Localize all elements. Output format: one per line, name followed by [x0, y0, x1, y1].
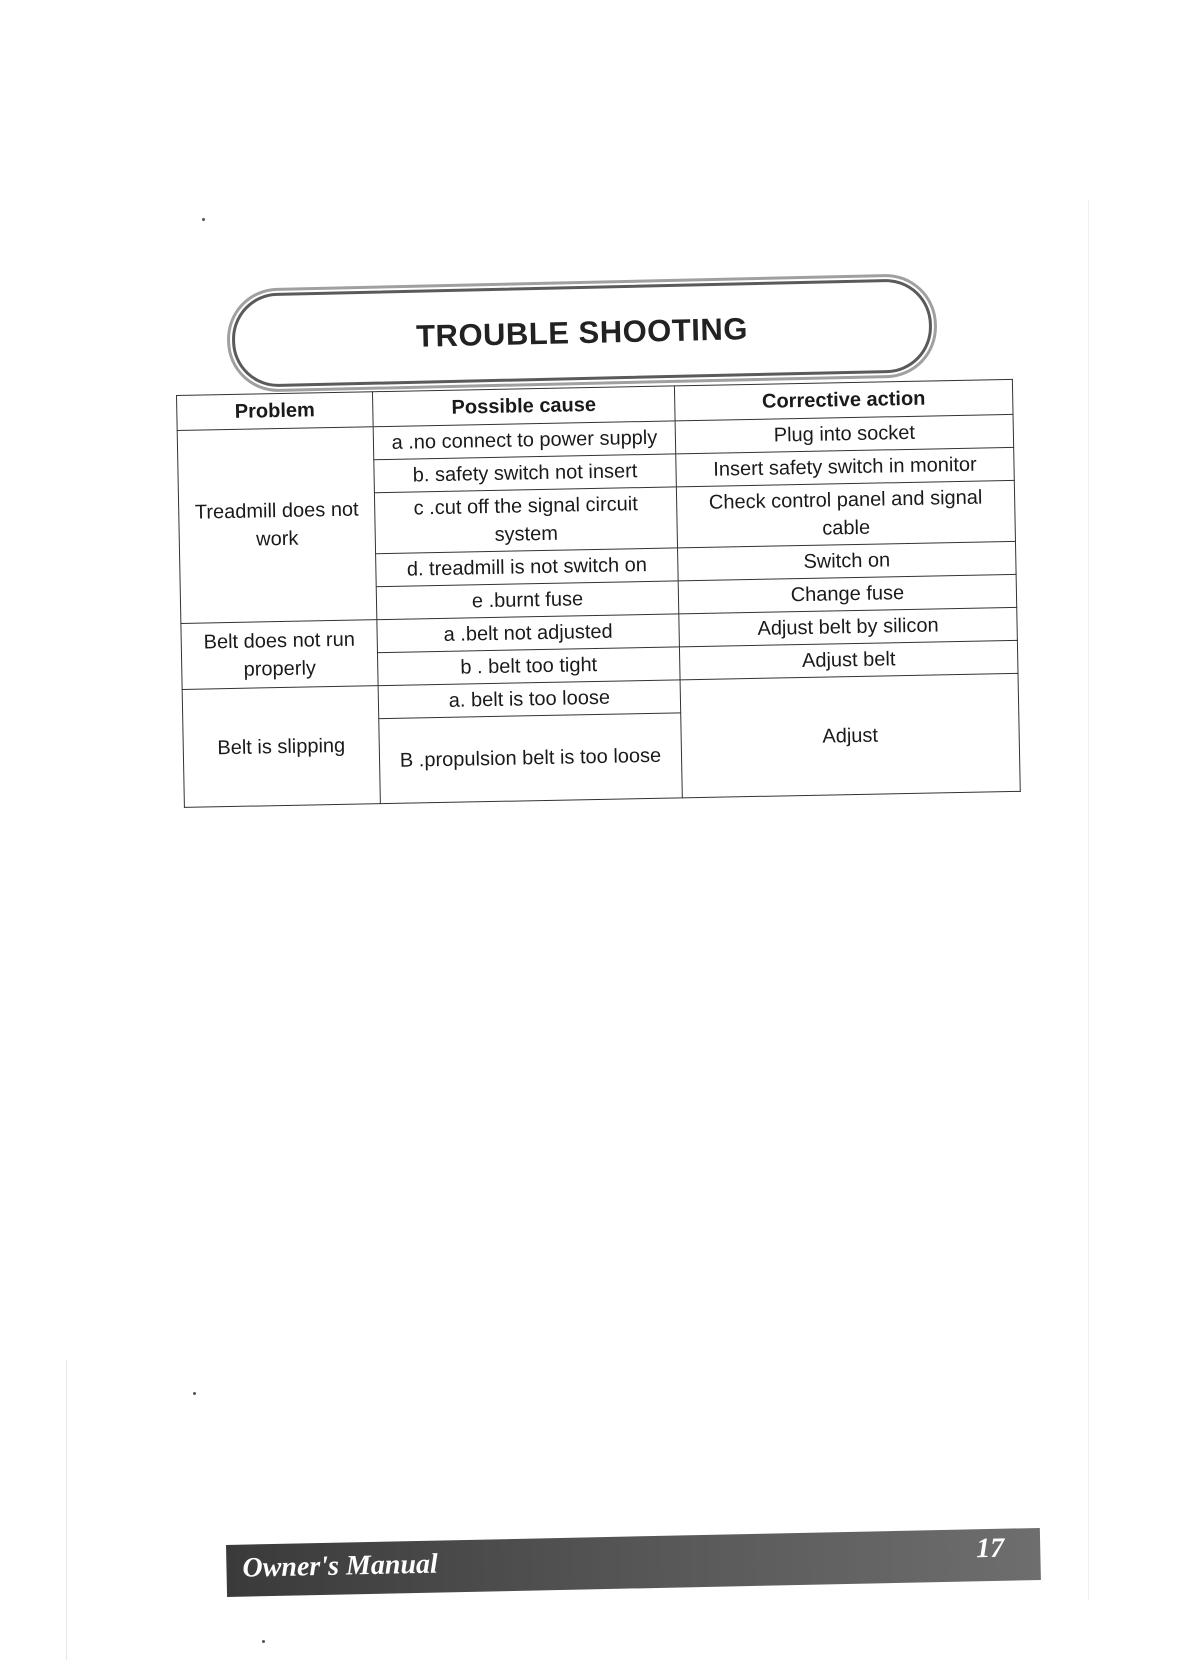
cause-cell: a .no connect to power supply [373, 421, 676, 460]
problem-cell: Belt does not run properly [181, 620, 378, 690]
scan-speck [193, 1392, 196, 1395]
page-title: TROUBLE SHOOTING [415, 311, 749, 354]
cause-cell: b . belt too tight [377, 647, 680, 686]
header-possible-cause: Possible cause [372, 386, 675, 427]
action-cell: Change fuse [678, 574, 1017, 613]
footer-bar [226, 1528, 1041, 1597]
cause-cell: a. belt is too loose [378, 680, 681, 719]
scan-edge-right [1088, 200, 1089, 1600]
action-cell: Check control panel and signal cable [676, 480, 1015, 547]
action-cell: Adjust [680, 673, 1020, 797]
header-problem: Problem [177, 392, 374, 431]
scan-speck [262, 1640, 265, 1643]
cause-cell: a .belt not adjusted [377, 614, 680, 653]
page-number: 17 [975, 1532, 1005, 1565]
action-cell: Adjust belt by silicon [679, 607, 1018, 646]
action-cell: Plug into socket [675, 414, 1014, 453]
scan-edge-left [66, 1360, 67, 1660]
troubleshooting-table [176, 379, 1021, 808]
footer-manual-title: Owner's Manual [242, 1548, 439, 1584]
cause-cell: d. treadmill is not switch on [376, 548, 679, 587]
problem-cell: Treadmill does not work [177, 427, 377, 624]
title-banner [231, 278, 933, 388]
action-cell: Insert safety switch in monitor [676, 447, 1015, 486]
cause-cell: e .burnt fuse [376, 581, 679, 620]
action-cell: Switch on [678, 541, 1017, 580]
troubleshooting-table-wrapper [176, 379, 1020, 808]
header-corrective-action: Corrective action [674, 379, 1013, 420]
cause-cell: c .cut off the signal circuit system [374, 487, 677, 554]
cause-cell: b. safety switch not insert [374, 454, 677, 493]
scan-speck [202, 218, 205, 221]
action-cell: Adjust belt [679, 640, 1018, 679]
problem-cell: Belt is slipping [182, 686, 380, 808]
cause-cell: B .propulsion belt is too loose [379, 713, 683, 804]
